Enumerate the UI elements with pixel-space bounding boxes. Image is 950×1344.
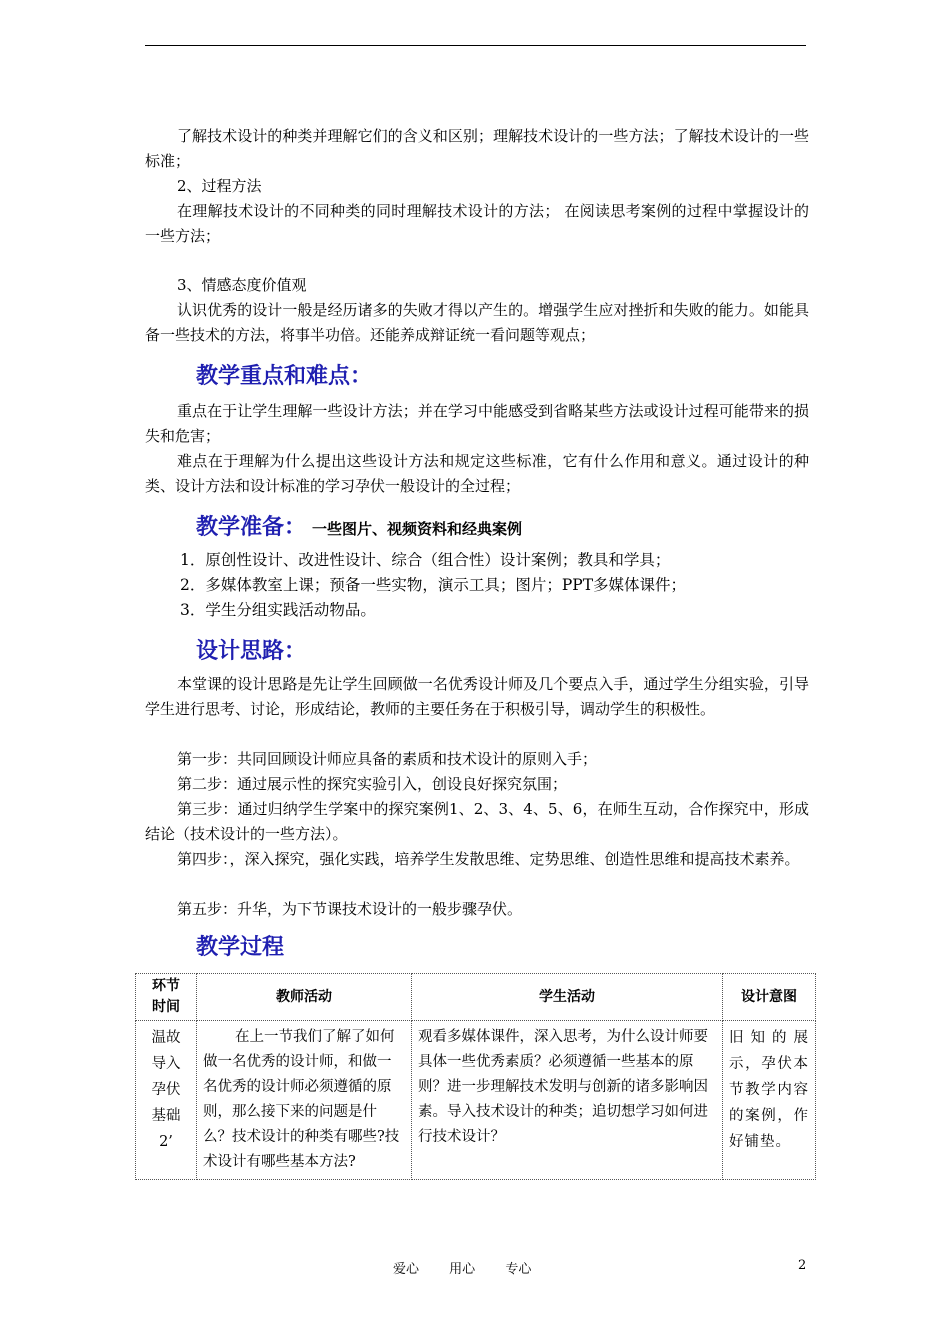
design-step: 第五步：升华，为下节课技术设计的一般步骤孕伏。 bbox=[177, 900, 523, 918]
preparation-heading bbox=[196, 510, 522, 541]
design-step: 第二步：通过展示性的探究实验引入，创设良好探究氛围； bbox=[177, 775, 568, 793]
design-idea-heading: 设计思路： bbox=[196, 639, 307, 664]
preparation-note: 一些图片、视频资料和经典案例 bbox=[312, 520, 523, 538]
footer-item: 用心 bbox=[449, 1262, 476, 1277]
page-number: 2 bbox=[798, 1258, 807, 1273]
preparation-item: 1．原创性设计、改进性设计、综合（组合性）设计案例；教具和学具； bbox=[180, 551, 671, 569]
focus-paragraph: 重点在于让学生理解一些设计方法；并在学习中能感受到省略某些方法或设计过程可能带来的损失和危害； bbox=[145, 402, 809, 445]
footer-motto bbox=[393, 1258, 557, 1277]
stage-cell: 温故导入孕伏基础2’ bbox=[136, 1021, 197, 1180]
emotion-heading: 3、情感态度价值观 bbox=[177, 276, 307, 294]
design-step: 第三步：通过归纳学生学案中的探究案例1、2、3、4、5、6，在师生互动，合作探究中，形成结论（技术设计的一些方法）。 bbox=[145, 800, 809, 843]
column-header-student: 学生活动 bbox=[412, 974, 723, 1021]
student-activity-cell: 观看多媒体课件，深入思考，为什么设计师要具体一些优秀素质？必须遵循一些基本的原则？进一步理解技术发明与创新的诸多影响因素。导入技术设计的种类；追切想学习如何进行技术设计？ bbox=[412, 1021, 723, 1180]
preparation-item: 3．学生分组实践活动物品。 bbox=[180, 601, 376, 619]
design-step: 第四步：，深入探究，强化实践，培养学生发散思维、定势思维、创造性思维和提高技术素养。 bbox=[177, 850, 800, 868]
footer-item: 专心 bbox=[505, 1262, 532, 1277]
teacher-activity-cell: 在上一节我们了解了如何做一名优秀的设计师，和做一名优秀的设计师必须遵循的原则，那么接下来的问题是什么？技术设计的种类有哪些?技术设计有哪些基本方法? bbox=[197, 1021, 412, 1180]
preparation-item: 2．多媒体教室上课；预备一些实物，演示工具；图片；PPT多媒体课件； bbox=[180, 576, 687, 594]
footer-item: 爱心 bbox=[393, 1262, 420, 1277]
emotion-paragraph: 认识优秀的设计一般是经历诸多的失败才得以产生的。增强学生应对挫折和失败的能力。如能具备一些技术的方法，将事半功倍。还能养成辩证统一看问题等观点； bbox=[145, 301, 809, 344]
design-idea-intro: 本堂课的设计思路是先让学生回顾做一名优秀设计师及几个要点入手，通过学生分组实验，引导学生进行思考、讨论，形成结论，教师的主要任务在于积极引导，调动学生的积极性。 bbox=[145, 675, 809, 718]
column-header-stage: 环节时间 bbox=[136, 974, 197, 1021]
design-intent-cell: 旧知的展示，孕伏本节教学内容的案例，作好铺垫。 bbox=[723, 1021, 816, 1180]
column-header-teacher: 教师活动 bbox=[197, 974, 412, 1021]
key-points-heading: 教学重点和难点： bbox=[196, 364, 373, 389]
process-method-paragraph: 在理解技术设计的不同种类的同时理解技术设计的方法； 在阅读思考案例的过程中掌握设计的一些方法； bbox=[145, 202, 809, 245]
knowledge-goal-paragraph: 了解技术设计的种类并理解它们的含义和区别；理解技术设计的一些方法；了解技术设计的一些标准； bbox=[145, 127, 809, 170]
process-method-heading: 2、过程方法 bbox=[177, 177, 262, 195]
preparation-title: 教学准备： bbox=[196, 515, 307, 540]
difficulty-paragraph: 难点在于理解为什么提出这些设计方法和规定这些标准，它有什么作用和意义。通过设计的种类、设计方法和设计标准的学习孕伏一般设计的全过程； bbox=[145, 452, 809, 495]
process-heading: 教学过程 bbox=[196, 935, 285, 960]
process-table bbox=[135, 973, 816, 1180]
table-header-row bbox=[136, 974, 816, 1021]
design-step: 第一步：共同回顾设计师应具备的素质和技术设计的原则入手； bbox=[177, 750, 598, 768]
header-rule bbox=[145, 45, 806, 46]
column-header-intent: 设计意图 bbox=[723, 974, 816, 1021]
table-row bbox=[136, 1021, 816, 1180]
